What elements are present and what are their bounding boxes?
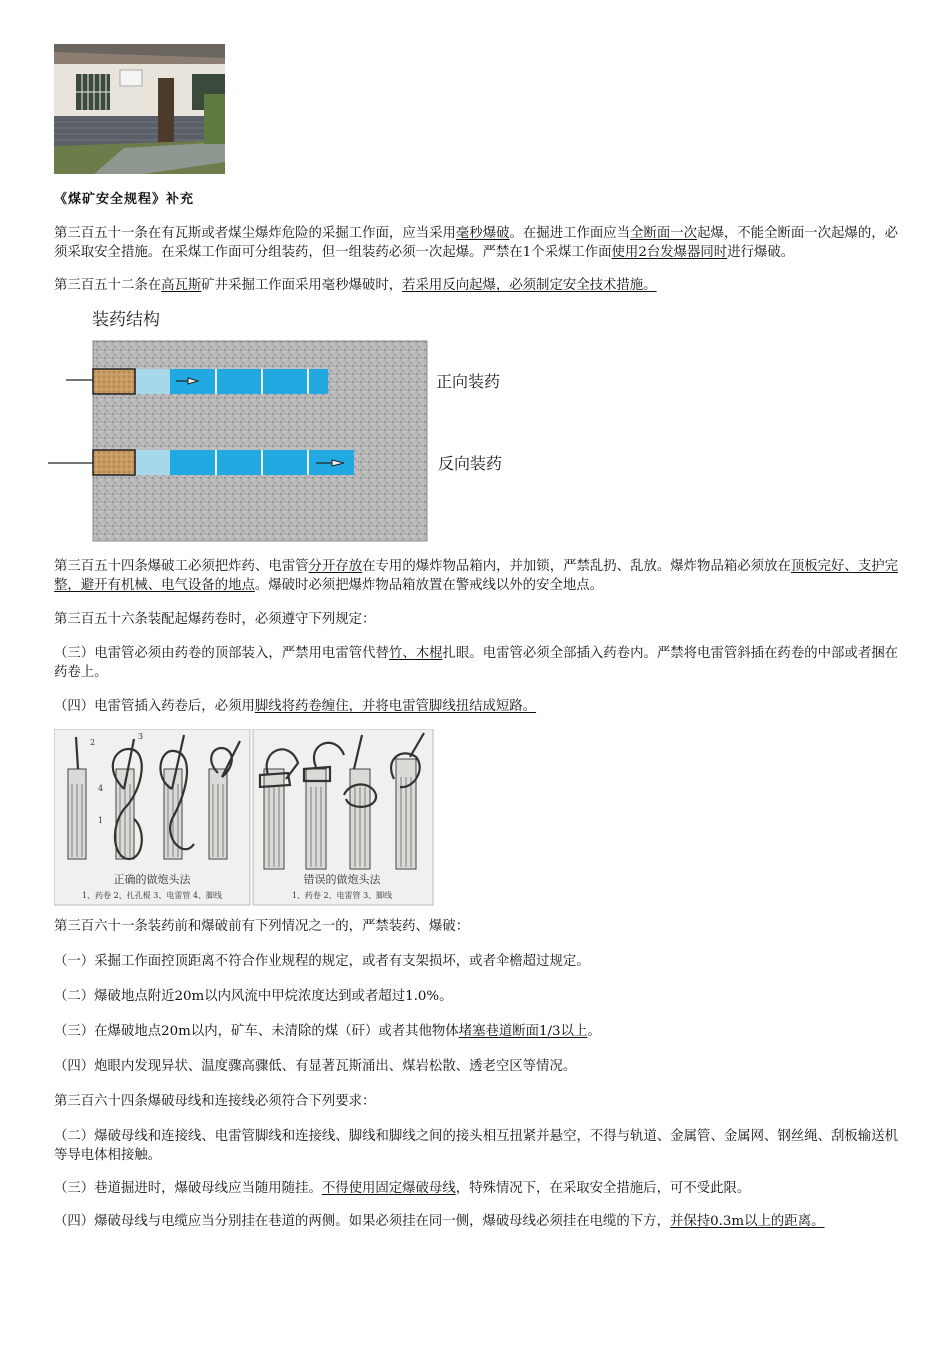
- text-run: （四）炮眼内发现异状、温度骤高骤低、有显著瓦斯涌出、煤岩松散、透老空区等情况。: [54, 1059, 577, 1074]
- label-forward-charge: 正向装药: [436, 372, 501, 391]
- text-run: 。在掘进工作面应当: [509, 226, 631, 241]
- text-run: 。爆破时必须把爆炸物品箱放置在警戒线以外的安全地点。: [254, 578, 604, 593]
- charge-structure-figure: [48, 301, 528, 546]
- article-364: [54, 1092, 898, 1111]
- text-run: （二）爆破地点附近20m以内风流中甲烷浓度达到或者超过1.0%。: [54, 989, 453, 1004]
- underlined-text: 使用2台发爆器同时: [611, 245, 728, 260]
- text-run: （二）爆破母线和连接线、电雷管脚线和连接线、脚线和脚线之间的接头相互扭紧并悬空，不得与轨道、金属管、金属网、钢丝绳、刮板输送机等导电体相接触。: [54, 1129, 898, 1163]
- document-page: [54, 44, 898, 1231]
- text-run: 。: [587, 1024, 601, 1039]
- article-356-item-4: [54, 697, 898, 716]
- underlined-text: 并保持0.3m以上的距离。: [669, 1214, 825, 1229]
- text-run: （四）电雷管插入药卷后，必须用: [54, 699, 255, 714]
- underlined-text: 竹、木棍: [388, 646, 443, 661]
- text-run: （三）在爆破地点20m以内，矿车、未清除的煤（矸）或者其他物体: [54, 1024, 459, 1039]
- text-run: （三）电雷管必须由药卷的顶部装入，严禁用电雷管代替: [54, 646, 389, 661]
- article-364-item-4: [54, 1212, 898, 1231]
- figure1-heading: 装药结构: [92, 310, 160, 330]
- reverse-charge-row: [48, 450, 354, 475]
- underlined-text: 高瓦斯: [161, 278, 202, 293]
- article-364-item-3: [54, 1179, 898, 1198]
- label-num-3: 3: [138, 732, 144, 741]
- wrong-method-caption: 错误的做炮头法: [303, 873, 381, 886]
- text-run: 第三百六十四条爆破母线和连接线必须符合下列要求：: [54, 1094, 376, 1109]
- label-num-2: 2: [90, 738, 96, 747]
- article-351: [54, 224, 898, 262]
- article-361-item-1: [54, 952, 898, 971]
- article-352: [54, 276, 898, 295]
- text-run: 第三百五十二条在: [54, 278, 162, 293]
- primer-method-figure: [54, 729, 434, 907]
- text-run: 第三百六十一条装药前和爆破前有下列情况之一的，严禁装药、爆破：: [54, 919, 470, 934]
- text-run: 进行爆破。: [727, 245, 795, 260]
- text-run: （一）采掘工作面控顶距离不符合作业规程的规定，或者有支架损坏，或者伞檐超过规定。: [54, 954, 590, 969]
- underlined-text: 顶板完好、支护完整，避开有机械、电气设备的地点: [54, 559, 899, 593]
- underlined-text: 分开存放: [308, 559, 363, 574]
- underlined-text: 若采用反向起爆，必须制定安全技术措施。: [402, 278, 657, 293]
- text-run: ，特殊情况下，在采取安全措施后，可不受此限。: [455, 1181, 751, 1196]
- text-run: 在专用的爆炸物品箱内，并加锁，严禁乱扔、乱放。爆炸物品箱必须放在: [362, 559, 791, 574]
- article-361-item-3: [54, 1022, 898, 1041]
- text-run: 第三百五十六条装配起爆药卷时，必须遵守下列规定：: [54, 612, 376, 627]
- text-run: 矿井采掘工作面采用毫秒爆破时，: [201, 278, 403, 293]
- label-num-1: 1: [98, 816, 104, 825]
- label-num-4: 4: [98, 784, 104, 793]
- article-356: [54, 610, 898, 629]
- wrong-method-legend: 1、药卷 2、电雷管 3、脚线: [291, 891, 393, 900]
- underlined-text: 不得使用固定爆破母线: [321, 1181, 456, 1196]
- building-photo: [54, 44, 225, 174]
- article-354: [54, 557, 898, 595]
- article-361-item-4: [54, 1057, 898, 1076]
- text-run: 扎眼。电雷管必须全部插入药卷内。严禁将电雷管斜插在药卷的中部或者捆在药卷上。: [54, 646, 899, 680]
- correct-method-caption: 正确的做炮头法: [113, 873, 191, 886]
- underlined-text: 脚线将药卷缠住，并将电雷管脚线扭结成短路。: [254, 699, 537, 714]
- underlined-text: 堵塞巷道断面1/3以上: [458, 1024, 588, 1039]
- text-run: 第三百五十一条在有瓦斯或者煤尘爆炸危险的采掘工作面，应当采用: [54, 226, 456, 241]
- document-title: 《煤矿安全规程》补充: [54, 192, 195, 207]
- underlined-text: 毫秒爆破: [455, 226, 510, 241]
- underlined-text: 全断面一次: [630, 226, 698, 241]
- article-356-item-3: [54, 644, 898, 682]
- article-361: [54, 917, 898, 936]
- article-361-item-2: [54, 987, 898, 1006]
- label-reverse-charge: 反向装药: [438, 454, 503, 473]
- text-run: （三）巷道掘进时，爆破母线应当随用随挂。: [54, 1181, 322, 1196]
- text-run: 起爆，不能全断面一次起爆的，必须采取安全措施。在采煤工作面可分组装药，但一组装药必须一次起爆。严禁在1个采煤工作面: [54, 226, 899, 260]
- text-run: 第三百五十四条爆破工必须把炸药、电雷管: [54, 559, 309, 574]
- correct-method-legend: 1、药卷 2、扎孔棍 3、电雷管 4、脚线: [82, 891, 222, 900]
- article-364-item-2: [54, 1127, 898, 1165]
- text-run: （四）爆破母线与电缆应当分别挂在巷道的两侧。如果必须挂在同一侧，爆破母线必须挂在电缆的下方，: [54, 1214, 670, 1229]
- forward-charge-row: [66, 369, 328, 394]
